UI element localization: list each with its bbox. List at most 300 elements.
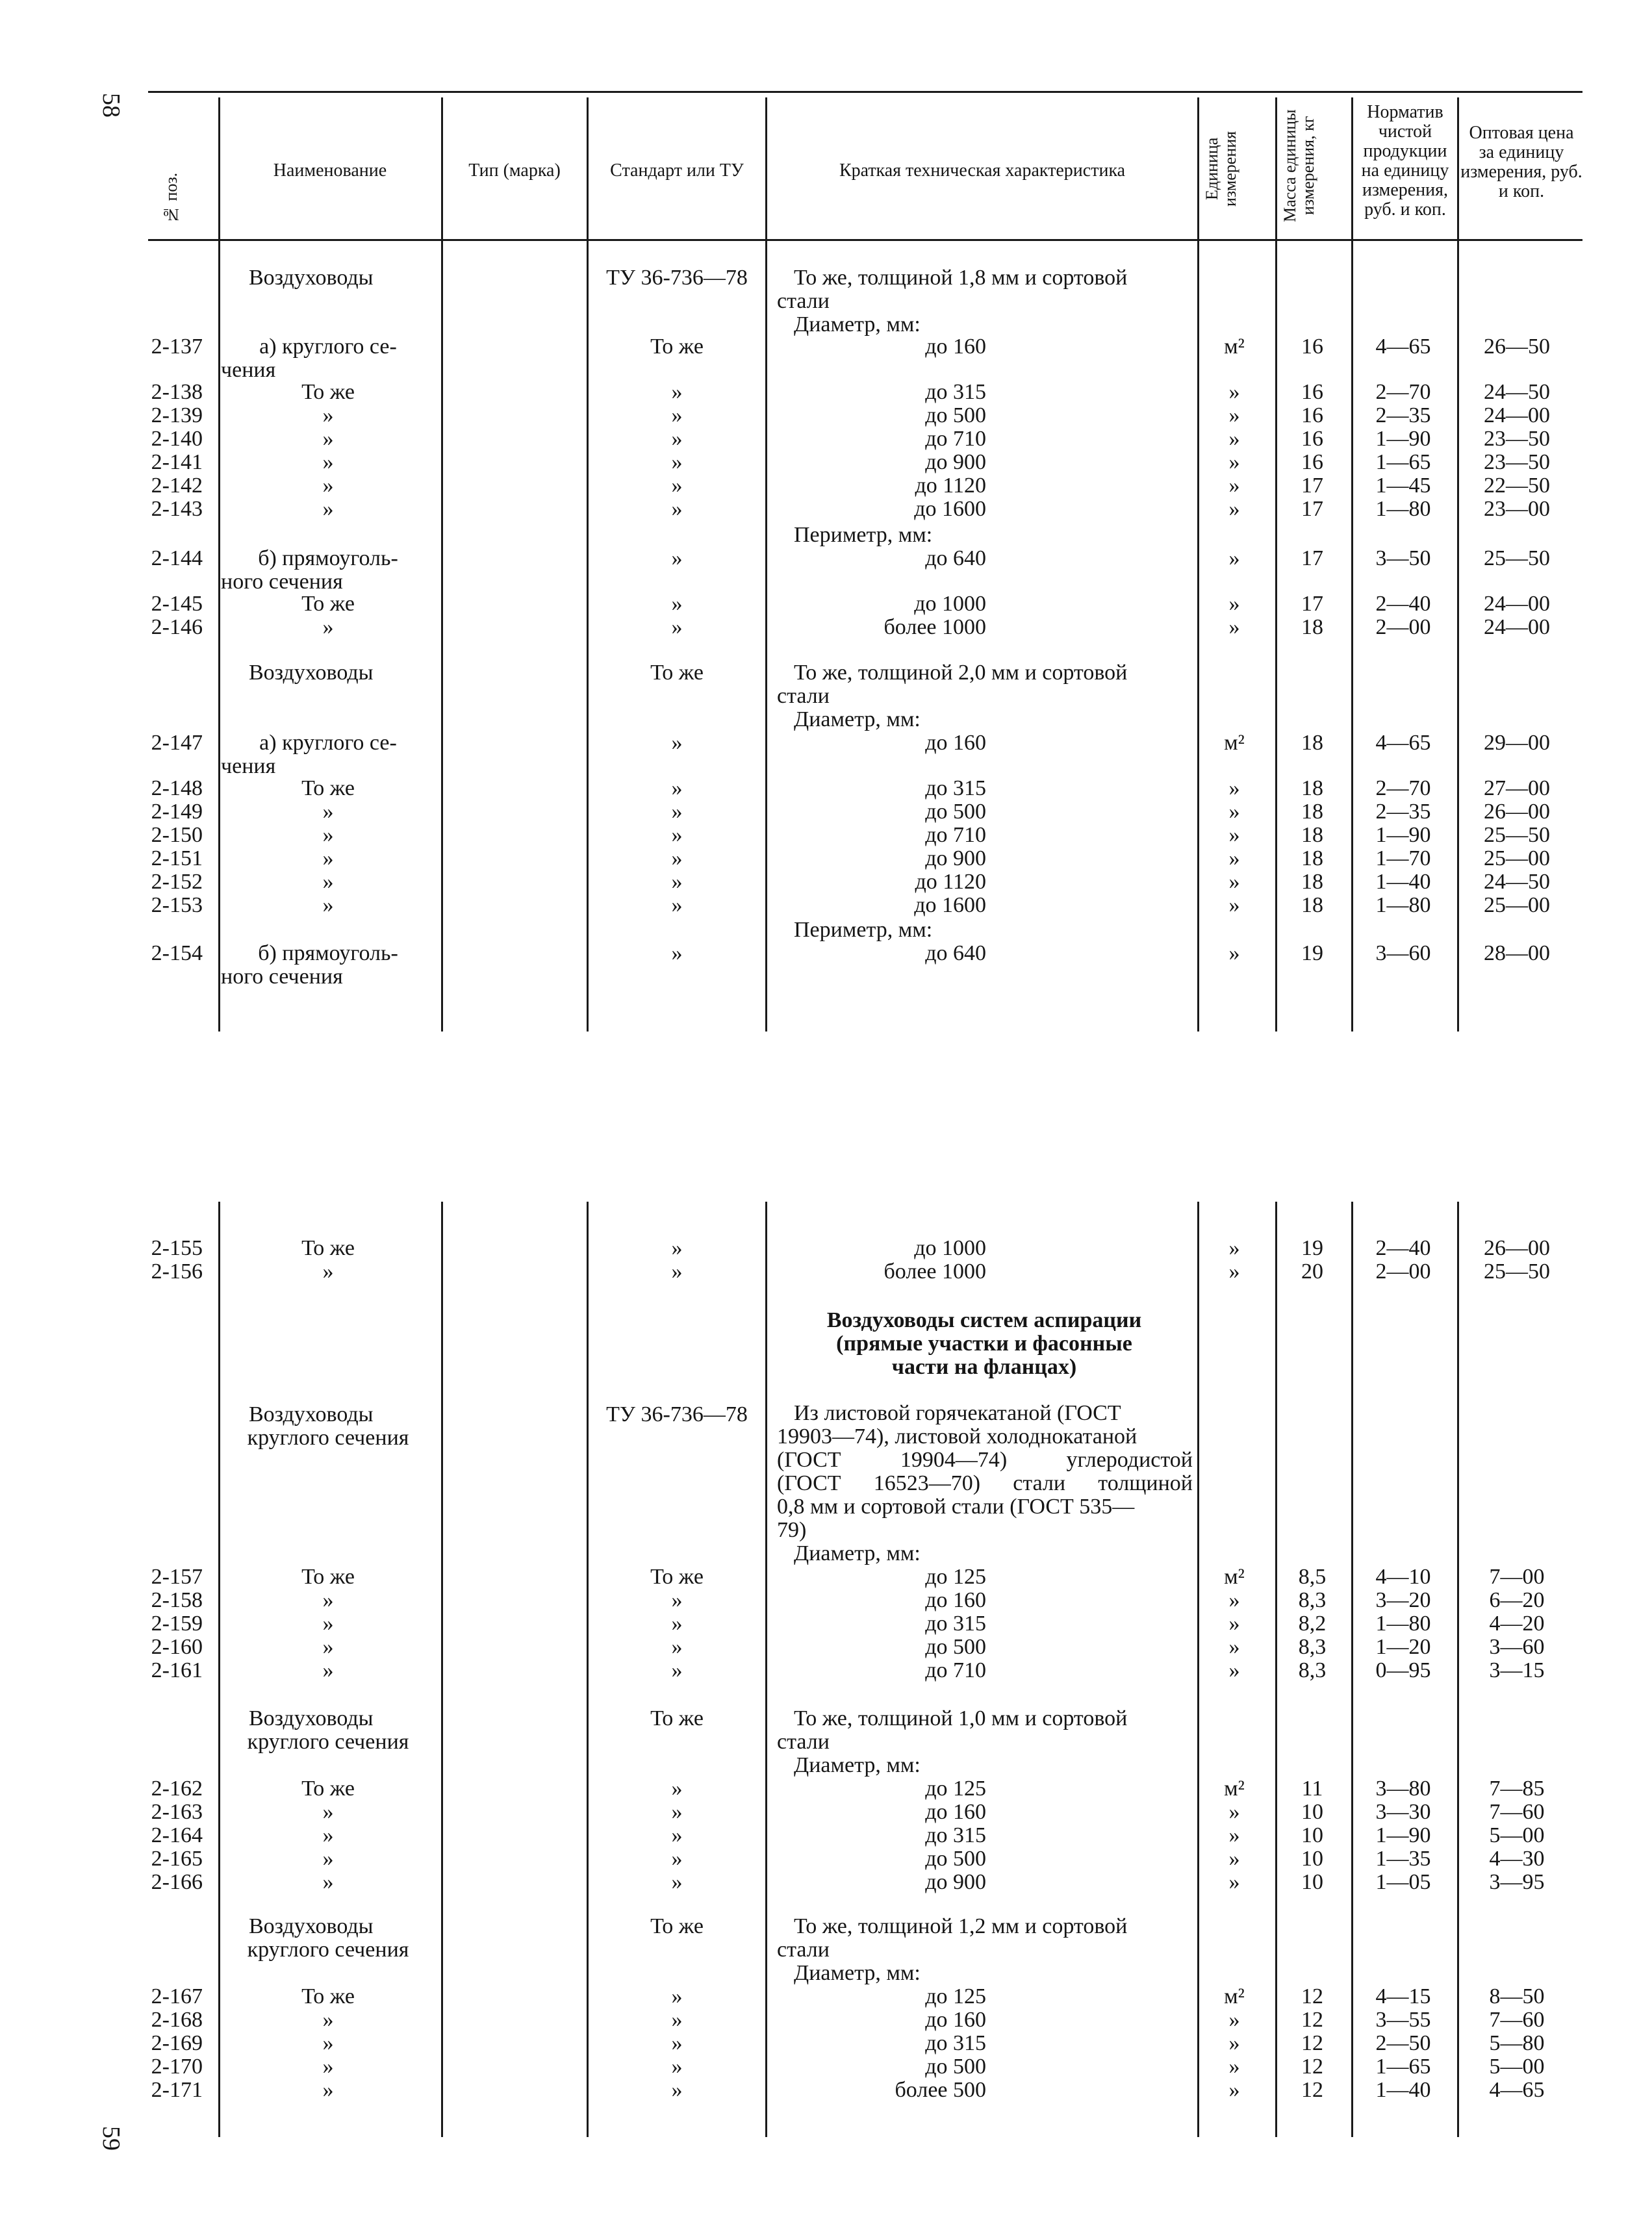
row-price: 5—00	[1489, 2055, 1545, 2079]
group-standard: То же	[650, 661, 704, 685]
row-standard: »	[671, 1588, 683, 1612]
row-dimension: до 125	[925, 1565, 986, 1589]
row-unit: »	[1228, 1847, 1240, 1871]
row-norm: 2—50	[1375, 2031, 1431, 2055]
row-name: То же	[301, 1984, 355, 2008]
row-mass: 10	[1301, 1800, 1323, 1824]
row-dimension: до 500	[925, 2055, 986, 2079]
diam-label: Диаметр, мм:	[794, 1541, 921, 1565]
row-name: »	[322, 2055, 334, 2079]
row-dimension: более 500	[895, 2078, 986, 2102]
row-name: »	[322, 2078, 334, 2102]
row-name: а) круглого се-	[259, 335, 397, 359]
row-price: 23—00	[1484, 497, 1550, 521]
row-unit: »	[1228, 546, 1240, 570]
row-name: То же	[301, 776, 355, 800]
row-unit: »	[1228, 941, 1240, 965]
page-number-top: 58	[97, 93, 125, 118]
row-name: »	[322, 1658, 334, 1682]
row-mass: 12	[1301, 1984, 1323, 2008]
perim-label: Периметр, мм:	[794, 523, 933, 547]
row-dimension: до 125	[925, 1777, 986, 1801]
row-name: »	[322, 1823, 334, 1847]
row-price: 26—00	[1484, 1236, 1550, 1260]
row-mass: 8,3	[1298, 1635, 1327, 1659]
row-price: 6—20	[1489, 1588, 1545, 1612]
row-standard: »	[671, 800, 683, 824]
row-norm: 1—80	[1375, 497, 1431, 521]
row-name: То же	[301, 1565, 355, 1589]
row-norm: 1—65	[1375, 2055, 1431, 2079]
row-standard: »	[671, 846, 683, 870]
row-price: 24—50	[1484, 380, 1550, 404]
row-standard: »	[671, 1658, 683, 1682]
row-unit: »	[1228, 474, 1240, 498]
row-mass: 10	[1301, 1870, 1323, 1894]
row-dimension: до 315	[925, 380, 986, 404]
row-standard: »	[671, 2031, 683, 2055]
row-unit: »	[1228, 1236, 1240, 1260]
table-top-rule	[148, 91, 1582, 93]
col-divider	[441, 1202, 443, 2137]
row-mass: 12	[1301, 2031, 1323, 2055]
row-price: 24—00	[1484, 403, 1550, 427]
row-name: »	[322, 497, 334, 521]
row-position: 2-148	[151, 776, 203, 800]
group-desc: То же, толщиной 1,8 мм и сортовой	[794, 266, 1128, 290]
row-position: 2-161	[151, 1658, 203, 1682]
row-mass: 8,3	[1298, 1658, 1327, 1682]
row-position: 2-153	[151, 893, 203, 917]
row-price: 23—50	[1484, 427, 1550, 451]
group-desc: 0,8 мм и сортовой стали (ГОСТ 535—	[777, 1495, 1135, 1519]
header-characteristic: Краткая техническая характеристика	[839, 160, 1126, 181]
row-unit: »	[1228, 2031, 1240, 2055]
row-name: »	[322, 1260, 334, 1284]
row-standard: »	[671, 427, 683, 451]
row-mass: 17	[1301, 592, 1323, 616]
row-name: »	[322, 823, 334, 847]
row-position: 2-145	[151, 592, 203, 616]
row-standard: »	[671, 1847, 683, 1871]
row-position: 2-149	[151, 800, 203, 824]
row-mass: 18	[1301, 870, 1323, 894]
row-name: »	[322, 615, 334, 639]
row-unit: »	[1228, 1588, 1240, 1612]
row-standard: »	[671, 1777, 683, 1801]
group-desc: стали	[777, 289, 830, 313]
row-unit: »	[1228, 450, 1240, 474]
row-mass: 16	[1301, 335, 1323, 359]
row-dimension: до 900	[925, 1870, 986, 1894]
row-name-continued: чения	[221, 358, 276, 382]
row-unit: »	[1228, 380, 1240, 404]
row-mass: 16	[1301, 450, 1323, 474]
row-price: 25—00	[1484, 846, 1550, 870]
row-price: 4—30	[1489, 1847, 1545, 1871]
group-standard: ТУ 36-736—78	[606, 266, 748, 290]
row-name: »	[322, 1870, 334, 1894]
row-unit: »	[1228, 2078, 1240, 2102]
group-desc: 19903—74), листовой холоднокатаной	[777, 1424, 1137, 1449]
row-mass: 19	[1301, 941, 1323, 965]
row-price: 7—00	[1489, 1565, 1545, 1589]
row-dimension: до 640	[925, 546, 986, 570]
row-name: »	[322, 1612, 334, 1636]
row-norm: 1—65	[1375, 450, 1431, 474]
row-dimension: до 160	[925, 1588, 986, 1612]
perim-label: Периметр, мм:	[794, 918, 933, 942]
row-dimension: до 315	[925, 2031, 986, 2055]
row-unit: »	[1228, 2055, 1240, 2079]
row-name: »	[322, 2031, 334, 2055]
row-standard: »	[671, 2055, 683, 2079]
row-standard: »	[671, 497, 683, 521]
row-unit: »	[1228, 592, 1240, 616]
group-name: Воздуховоды	[249, 1402, 374, 1426]
row-name: »	[322, 1847, 334, 1871]
group-name: Воздуховоды	[249, 266, 374, 290]
row-standard: »	[671, 2078, 683, 2102]
row-norm: 1—70	[1375, 846, 1431, 870]
row-standard: »	[671, 1236, 683, 1260]
row-mass: 8,3	[1298, 1588, 1327, 1612]
row-price: 25—50	[1484, 823, 1550, 847]
row-price: 25—00	[1484, 893, 1550, 917]
row-mass: 18	[1301, 800, 1323, 824]
row-name: б) прямоуголь-	[258, 546, 398, 570]
row-mass: 18	[1301, 823, 1323, 847]
row-position: 2-140	[151, 427, 203, 451]
header-price: Оптовая цена за единицу измерения, руб. и коп.	[1460, 123, 1582, 201]
row-price: 25—50	[1484, 546, 1550, 570]
row-dimension: до 1120	[915, 474, 986, 498]
row-position: 2-165	[151, 1847, 203, 1871]
row-dimension: до 500	[925, 1847, 986, 1871]
row-name: »	[322, 474, 334, 498]
row-dimension: более 1000	[883, 1260, 986, 1284]
row-position: 2-147	[151, 731, 203, 755]
group-desc: стали	[777, 1938, 830, 1962]
row-price: 7—60	[1489, 2008, 1545, 2032]
row-name-continued: чения	[221, 754, 276, 778]
row-standard: »	[671, 1823, 683, 1847]
row-standard: »	[671, 2008, 683, 2032]
row-standard: »	[671, 450, 683, 474]
row-name: То же	[301, 1777, 355, 1801]
row-standard: »	[671, 1984, 683, 2008]
row-position: 2-160	[151, 1635, 203, 1659]
row-price: 5—00	[1489, 1823, 1545, 1847]
diam-label: Диаметр, мм:	[794, 1753, 921, 1777]
row-norm: 1—80	[1375, 893, 1431, 917]
row-norm: 2—00	[1375, 1260, 1431, 1284]
row-norm: 3—20	[1375, 1588, 1431, 1612]
header-type: Тип (марка)	[468, 160, 561, 181]
row-name: »	[322, 870, 334, 894]
group-name: круглого сечения	[247, 1730, 409, 1754]
row-mass: 12	[1301, 2055, 1323, 2079]
row-mass: 18	[1301, 776, 1323, 800]
row-price: 24—00	[1484, 592, 1550, 616]
header-mass: Масса единицы измерения, кг	[1280, 109, 1317, 222]
row-dimension: до 1120	[915, 870, 986, 894]
header-name: Наименование	[273, 160, 387, 181]
row-standard: »	[671, 615, 683, 639]
row-position: 2-157	[151, 1565, 203, 1589]
row-dimension: более 1000	[883, 615, 986, 639]
row-norm: 4—10	[1375, 1565, 1431, 1589]
row-norm: 2—40	[1375, 592, 1431, 616]
row-norm: 0—95	[1375, 1658, 1431, 1682]
row-norm: 2—70	[1375, 380, 1431, 404]
row-standard: »	[671, 546, 683, 570]
row-unit: м²	[1224, 1984, 1245, 2008]
row-name: »	[322, 893, 334, 917]
row-mass: 18	[1301, 731, 1323, 755]
group-standard: ТУ 36-736—78	[606, 1402, 748, 1426]
row-dimension: до 1000	[914, 1236, 986, 1260]
row-unit: »	[1228, 497, 1240, 521]
row-dimension: до 160	[925, 335, 986, 359]
group-desc: То же, толщиной 1,0 мм и сортовой	[794, 1706, 1128, 1730]
row-unit: »	[1228, 800, 1240, 824]
row-price: 3—60	[1489, 1635, 1545, 1659]
row-price: 7—60	[1489, 1800, 1545, 1824]
row-mass: 18	[1301, 846, 1323, 870]
row-dimension: до 500	[925, 800, 986, 824]
row-unit: »	[1228, 1260, 1240, 1284]
row-norm: 1—90	[1375, 427, 1431, 451]
row-norm: 1—90	[1375, 1823, 1431, 1847]
row-mass: 8,5	[1298, 1565, 1327, 1589]
row-norm: 3—80	[1375, 1777, 1431, 1801]
row-norm: 1—40	[1375, 870, 1431, 894]
row-name: »	[322, 403, 334, 427]
row-norm: 4—65	[1375, 335, 1431, 359]
row-standard: То же	[650, 1565, 704, 1589]
row-position: 2-159	[151, 1612, 203, 1636]
row-position: 2-143	[151, 497, 203, 521]
row-name: »	[322, 846, 334, 870]
row-name: »	[322, 427, 334, 451]
row-standard: »	[671, 1612, 683, 1636]
row-position: 2-150	[151, 823, 203, 847]
group-name: Воздуховоды	[249, 1914, 374, 1938]
row-price: 25—50	[1484, 1260, 1550, 1284]
row-position: 2-138	[151, 380, 203, 404]
diam-label: Диаметр, мм:	[794, 1961, 921, 1985]
row-dimension: до 900	[925, 846, 986, 870]
row-norm: 3—30	[1375, 1800, 1431, 1824]
row-position: 2-163	[151, 1800, 203, 1824]
row-position: 2-166	[151, 1870, 203, 1894]
row-dimension: до 1600	[914, 893, 986, 917]
row-price: 28—00	[1484, 941, 1550, 965]
row-position: 2-167	[151, 1984, 203, 2008]
row-mass: 16	[1301, 380, 1323, 404]
row-dimension: до 1000	[914, 592, 986, 616]
group-desc: стали	[777, 684, 830, 708]
row-name: б) прямоуголь-	[258, 941, 398, 965]
row-position: 2-146	[151, 615, 203, 639]
row-price: 29—00	[1484, 731, 1550, 755]
row-name-continued: ного сечения	[221, 570, 343, 594]
row-name: »	[322, 1635, 334, 1659]
row-price: 27—00	[1484, 776, 1550, 800]
row-standard: »	[671, 380, 683, 404]
row-norm: 1—35	[1375, 1847, 1431, 1871]
row-position: 2-155	[151, 1236, 203, 1260]
row-position: 2-170	[151, 2055, 203, 2079]
row-unit: »	[1228, 1823, 1240, 1847]
row-position: 2-152	[151, 870, 203, 894]
section-title: части на фланцах)	[891, 1355, 1077, 1379]
row-position: 2-139	[151, 403, 203, 427]
row-mass: 10	[1301, 1823, 1323, 1847]
row-name: »	[322, 450, 334, 474]
row-unit: »	[1228, 823, 1240, 847]
row-norm: 1—05	[1375, 1870, 1431, 1894]
row-dimension: до 315	[925, 1612, 986, 1636]
row-unit: »	[1228, 1658, 1240, 1682]
row-mass: 20	[1301, 1260, 1323, 1284]
group-standard: То же	[650, 1914, 704, 1938]
row-position: 2-162	[151, 1777, 203, 1801]
row-unit: м²	[1224, 1777, 1245, 1801]
group-name: круглого сечения	[247, 1426, 409, 1450]
diam-label: Диаметр, мм:	[794, 312, 921, 336]
row-price: 7—85	[1489, 1777, 1545, 1801]
row-dimension: до 315	[925, 1823, 986, 1847]
row-dimension: до 160	[925, 731, 986, 755]
header-norm: Норматив чистой продукции на единицу измерения, руб. и коп.	[1361, 102, 1449, 220]
row-unit: м²	[1224, 1565, 1245, 1589]
row-mass: 12	[1301, 2008, 1323, 2032]
row-unit: »	[1228, 870, 1240, 894]
row-norm: 1—90	[1375, 823, 1431, 847]
row-norm: 2—40	[1375, 1236, 1431, 1260]
row-price: 4—20	[1489, 1612, 1545, 1636]
row-mass: 19	[1301, 1236, 1323, 1260]
row-position: 2-168	[151, 2008, 203, 2032]
row-price: 23—50	[1484, 450, 1550, 474]
row-name: »	[322, 2008, 334, 2032]
row-position: 2-154	[151, 941, 203, 965]
row-norm: 4—15	[1375, 1984, 1431, 2008]
row-mass: 16	[1301, 427, 1323, 451]
row-dimension: до 900	[925, 450, 986, 474]
page-number-bottom: 59	[97, 2126, 125, 2151]
row-price: 5—80	[1489, 2031, 1545, 2055]
row-name: То же	[301, 380, 355, 404]
row-mass: 10	[1301, 1847, 1323, 1871]
row-position: 2-144	[151, 546, 203, 570]
row-standard: »	[671, 592, 683, 616]
row-standard: »	[671, 893, 683, 917]
group-desc: стали	[777, 1730, 830, 1754]
row-price: 26—50	[1484, 335, 1550, 359]
row-standard: »	[671, 731, 683, 755]
row-norm: 1—20	[1375, 1635, 1431, 1659]
group-desc: (ГОСТ 19904—74) углеродистой	[777, 1448, 1193, 1472]
group-desc: Из листовой горячекатаной (ГОСТ	[794, 1401, 1121, 1425]
diam-label: Диаметр, мм:	[794, 707, 921, 731]
row-position: 2-171	[151, 2078, 203, 2102]
header-standard: Стандарт или ТУ	[610, 160, 744, 181]
row-price: 24—00	[1484, 615, 1550, 639]
group-desc: (ГОСТ 16523—70) стали толщиной	[777, 1471, 1193, 1495]
row-standard: »	[671, 1260, 683, 1284]
row-unit: м²	[1224, 335, 1245, 359]
row-name: То же	[301, 1236, 355, 1260]
row-standard: »	[671, 941, 683, 965]
row-dimension: до 125	[925, 1984, 986, 2008]
row-mass: 16	[1301, 403, 1323, 427]
row-norm: 3—55	[1375, 2008, 1431, 2032]
row-position: 2-164	[151, 1823, 203, 1847]
header-pos: № поз.	[162, 172, 181, 224]
row-standard: »	[671, 1635, 683, 1659]
row-standard: »	[671, 870, 683, 894]
row-unit: »	[1228, 776, 1240, 800]
row-norm: 2—70	[1375, 776, 1431, 800]
row-position: 2-151	[151, 846, 203, 870]
section-title: (прямые участки и фасонные	[836, 1332, 1132, 1356]
group-desc: То же, толщиной 1,2 мм и сортовой	[794, 1914, 1128, 1938]
row-name: »	[322, 800, 334, 824]
row-standard: »	[671, 1870, 683, 1894]
row-position: 2-169	[151, 2031, 203, 2055]
group-name: Воздуховоды	[249, 1706, 374, 1730]
group-desc: 79)	[777, 1518, 807, 1542]
header-unit: Единица измерения	[1202, 131, 1239, 207]
row-unit: »	[1228, 1635, 1240, 1659]
row-position: 2-141	[151, 450, 203, 474]
row-standard: »	[671, 776, 683, 800]
row-norm: 2—00	[1375, 615, 1431, 639]
row-standard: »	[671, 474, 683, 498]
row-dimension: до 710	[925, 1658, 986, 1682]
row-price: 22—50	[1484, 474, 1550, 498]
row-position: 2-137	[151, 335, 203, 359]
group-standard: То же	[650, 1706, 704, 1730]
row-norm: 2—35	[1375, 800, 1431, 824]
group-name: круглого сечения	[247, 1938, 409, 1962]
row-mass: 11	[1301, 1777, 1323, 1801]
col-divider	[218, 97, 220, 1032]
row-dimension: до 640	[925, 941, 986, 965]
row-norm: 1—45	[1375, 474, 1431, 498]
row-norm: 3—50	[1375, 546, 1431, 570]
group-name: Воздуховоды	[249, 661, 374, 685]
col-divider	[441, 97, 443, 1032]
row-dimension: до 1600	[914, 497, 986, 521]
row-dimension: до 710	[925, 823, 986, 847]
row-unit: »	[1228, 1612, 1240, 1636]
row-unit: »	[1228, 1800, 1240, 1824]
table-header-rule	[148, 239, 1582, 241]
row-position: 2-156	[151, 1260, 203, 1284]
row-standard: То же	[650, 335, 704, 359]
row-norm: 3—60	[1375, 941, 1431, 965]
row-mass: 18	[1301, 893, 1323, 917]
row-price: 4—65	[1489, 2078, 1545, 2102]
row-standard: »	[671, 403, 683, 427]
row-norm: 1—80	[1375, 1612, 1431, 1636]
row-position: 2-158	[151, 1588, 203, 1612]
row-dimension: до 315	[925, 776, 986, 800]
